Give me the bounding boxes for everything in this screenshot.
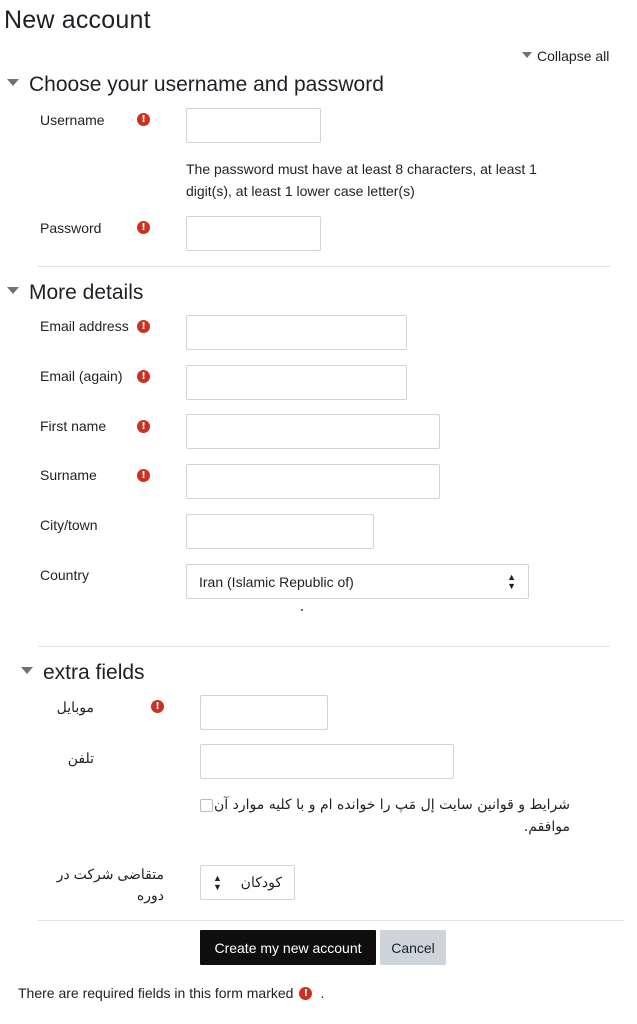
first-name-input[interactable] xyxy=(186,414,440,449)
section-title-details: More details xyxy=(29,281,144,304)
collapse-all-link[interactable] xyxy=(522,48,609,64)
required-note-text: There are required fields in this form marked xyxy=(18,985,294,1001)
email-again-input[interactable] xyxy=(186,365,407,400)
username-label: Username xyxy=(40,112,105,128)
course-selected-value: کودکان xyxy=(240,874,282,890)
required-fields-note xyxy=(18,985,324,1001)
required-icon: ! xyxy=(151,700,164,713)
section-toggle-details[interactable] xyxy=(7,281,143,305)
phone-input[interactable] xyxy=(200,744,454,779)
required-icon: ! xyxy=(137,469,150,482)
stray-dot xyxy=(301,609,303,611)
password-requirements-help: The password must have at least 8 characters, at least 1 digit(s), at least 1 lower case letter(s) xyxy=(186,161,537,199)
required-icon: ! xyxy=(137,320,150,333)
required-icon: ! xyxy=(299,987,312,1000)
create-account-button[interactable]: Create my new account xyxy=(200,930,376,965)
email-again-label: Email (again) xyxy=(40,368,123,384)
username-input[interactable] xyxy=(186,108,321,143)
collapse-triangle-icon xyxy=(522,52,532,58)
section-expanded-icon xyxy=(21,667,33,674)
course-select[interactable] xyxy=(200,865,295,900)
mobile-input[interactable] xyxy=(200,695,328,730)
city-input[interactable] xyxy=(186,514,374,549)
email-input[interactable] xyxy=(186,315,407,350)
required-icon: ! xyxy=(137,113,150,126)
form-divider xyxy=(38,920,624,921)
section-toggle-credentials[interactable] xyxy=(7,73,384,97)
required-icon: ! xyxy=(137,221,150,234)
surname-label: Surname xyxy=(40,467,97,483)
country-label: Country xyxy=(40,567,90,583)
section-title-extra: extra fields xyxy=(43,661,145,684)
cancel-button[interactable]: Cancel xyxy=(380,930,446,965)
section-expanded-icon xyxy=(7,79,19,86)
select-caret-icon: ▲ ▼ xyxy=(507,571,516,591)
section-expanded-icon xyxy=(7,287,19,294)
section-title-credentials: Choose your username and password xyxy=(29,73,384,96)
first-name-label: First name xyxy=(40,418,107,434)
required-icon: ! xyxy=(137,420,150,433)
country-selected-value: Iran (Islamic Republic of) xyxy=(199,573,354,590)
required-note-end: . xyxy=(320,985,325,1001)
mobile-label: موبایل xyxy=(56,699,94,715)
terms-label: شرایط و قوانین سایت إل مَپ را خوانده ام و با کلیه موارد آن موافقم. xyxy=(214,797,570,835)
password-input[interactable] xyxy=(186,216,321,251)
city-label: City/town xyxy=(40,517,98,533)
phone-label: تلفن xyxy=(67,750,94,766)
page-title: New account xyxy=(4,6,151,34)
select-caret-icon: ▲ ▼ xyxy=(213,872,222,892)
surname-input[interactable] xyxy=(186,464,440,499)
email-label: Email address xyxy=(40,318,129,334)
password-label: Password xyxy=(40,220,102,236)
section-divider xyxy=(38,646,610,647)
country-select[interactable] xyxy=(186,564,529,599)
section-toggle-extra[interactable] xyxy=(21,661,145,685)
collapse-all-label: Collapse all xyxy=(537,48,610,64)
section-divider xyxy=(38,266,610,267)
course-label: متقاضی شرکت در دوره xyxy=(56,866,164,903)
required-icon: ! xyxy=(137,370,150,383)
